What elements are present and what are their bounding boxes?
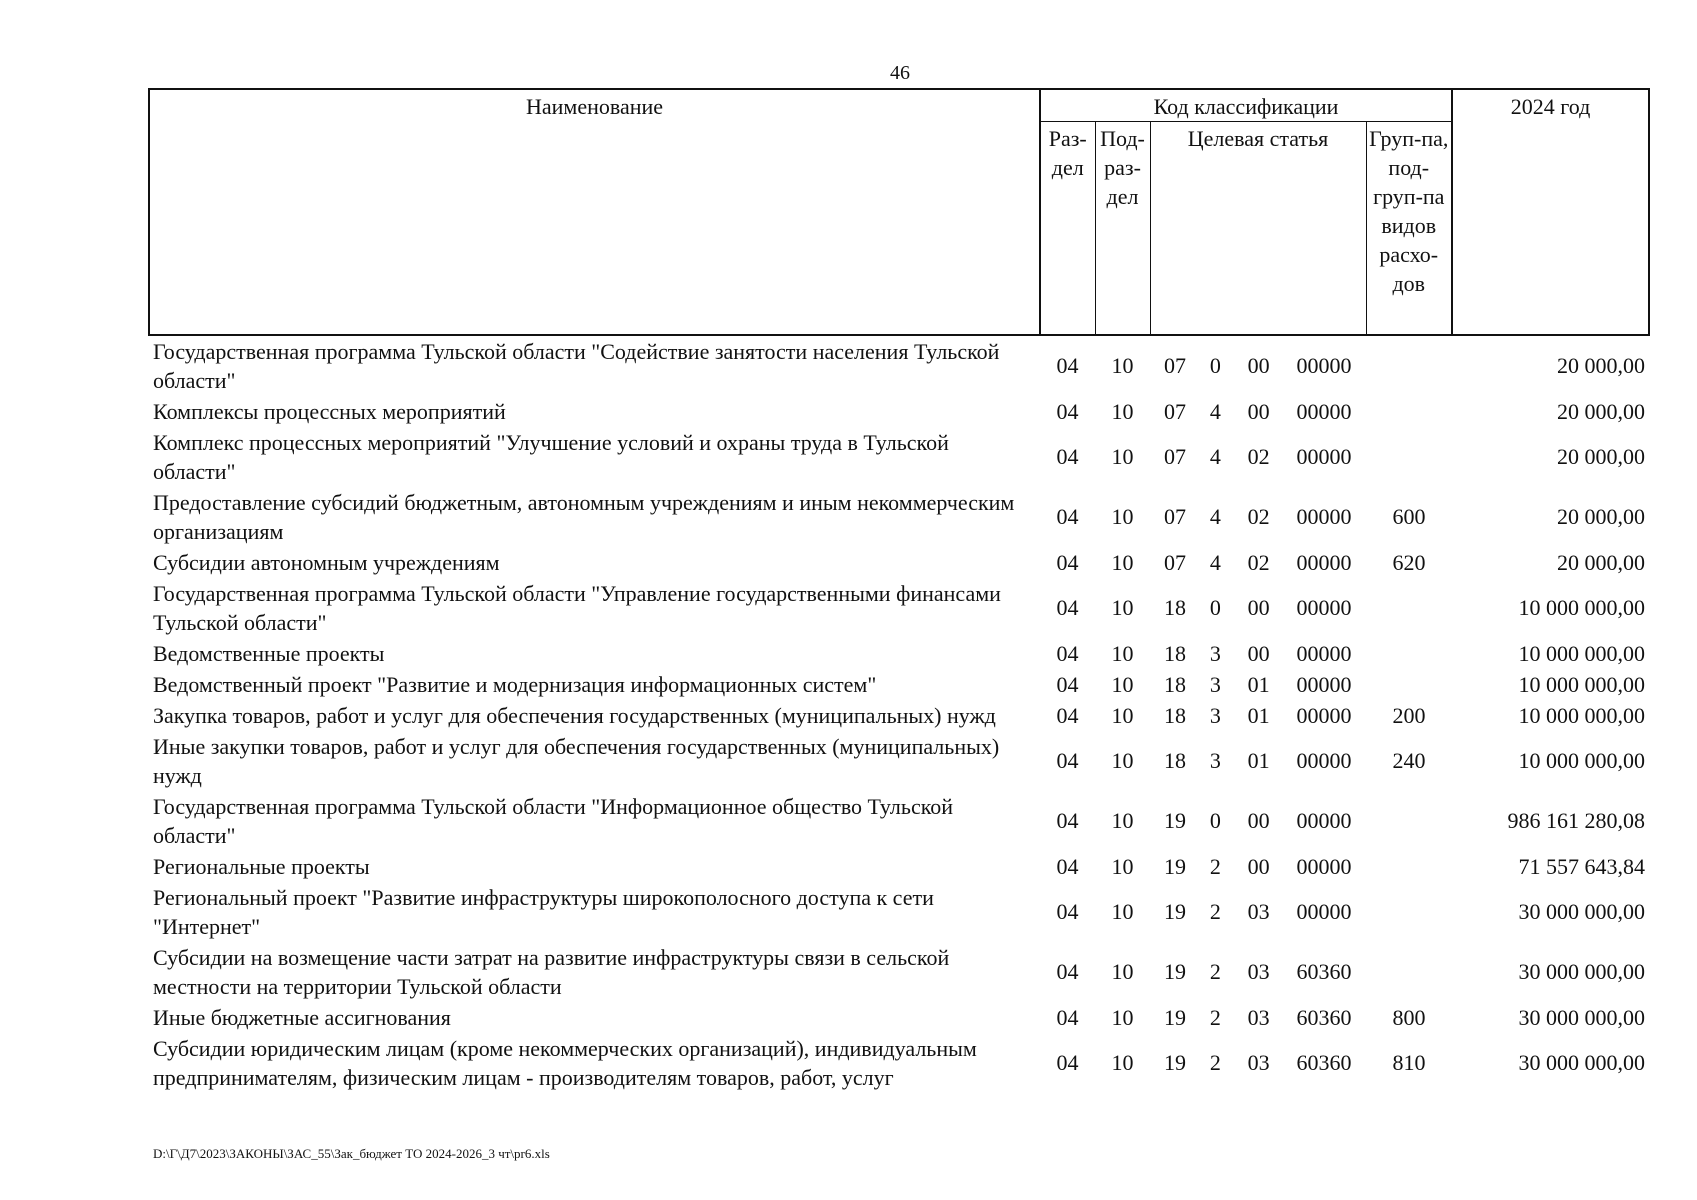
celevaya-part: 0 [1209,353,1221,378]
header-razdel: Раз-дел [1040,122,1095,336]
row-gruppa: 620 [1392,549,1426,575]
celevaya-part: 02 [1247,549,1270,575]
row-name: Государственная программа Тульской области "Информационное общество Тульской области" [153,794,954,848]
table-row [149,335,1649,396]
celevaya-part: 60360 [1296,1050,1352,1075]
header-year: 2024 год [1452,89,1649,335]
celevaya-parts [1150,899,1366,925]
celevaya-part: 03 [1247,1004,1270,1030]
row-gruppa [1366,396,1452,427]
celevaya-part: 03 [1247,1050,1270,1075]
row-name: Ведомственные проекты [153,641,385,666]
row-podrazdel: 10 [1111,702,1134,728]
celevaya-part: 00000 [1296,595,1352,620]
celevaya-part: 02 [1247,504,1270,529]
celevaya-part: 19 [1164,959,1186,984]
file-path-footer: D:\Г\Д7\2023\ЗАКОНЫ\ЗАС_55\Зак_бюджет ТО 2024-2026_3 чт\pr6.xls [153,1146,550,1161]
row-name: Иные бюджетные ассигнования [153,1005,451,1030]
row-amount: 20 000,00 [1557,353,1646,378]
row-amount: 30 000 000,00 [1518,899,1646,924]
celevaya-parts [1150,808,1366,834]
celevaya-part: 02 [1247,444,1270,469]
row-name: Закупка товаров, работ и услуг для обеспечения государственных (муниципальных) нужд [153,703,996,728]
row-razdel: 04 [1056,853,1079,879]
celevaya-part: 01 [1247,748,1270,773]
row-podrazdel: 10 [1111,959,1134,984]
celevaya-parts [1150,703,1366,729]
row-amount: 986 161 280,08 [1507,808,1646,833]
celevaya-part: 00000 [1296,353,1352,378]
table-row [149,1033,1649,1093]
table-row [149,851,1649,882]
row-celevaya [1150,882,1366,942]
row-celevaya [1150,942,1366,1002]
row-razdel: 04 [1056,808,1079,833]
table-row [149,638,1649,669]
budget-table [148,88,1650,1093]
page-number: 46 [890,62,910,84]
celevaya-part: 18 [1164,640,1186,666]
celevaya-part: 60360 [1296,959,1352,984]
celevaya-part: 19 [1164,853,1186,879]
row-podrazdel: 10 [1111,398,1134,424]
row-razdel: 04 [1056,748,1079,773]
celevaya-parts [1150,504,1366,530]
celevaya-part: 3 [1209,748,1221,773]
celevaya-part: 60360 [1296,1004,1352,1030]
celevaya-part: 07 [1164,444,1186,469]
celevaya-part: 07 [1164,353,1186,378]
table-row [149,547,1649,578]
celevaya-part: 3 [1209,640,1221,666]
table-row [149,669,1649,700]
row-amount: 20 000,00 [1557,549,1646,575]
row-gruppa [1366,882,1452,942]
row-celevaya [1150,578,1366,638]
row-name: Субсидии автономным учреждениям [153,550,500,575]
table-header [149,89,1649,335]
celevaya-part: 18 [1164,702,1186,728]
table-row [149,882,1649,942]
celevaya-part: 00 [1247,808,1270,833]
row-amount: 20 000,00 [1557,398,1646,424]
table-row [149,731,1649,791]
celevaya-part: 4 [1209,504,1221,529]
row-celevaya [1150,700,1366,731]
row-razdel: 04 [1056,595,1079,620]
row-podrazdel: 10 [1111,444,1134,469]
celevaya-parts [1150,550,1366,576]
row-gruppa [1366,669,1452,700]
row-name: Предоставление субсидий бюджетным, автономным учреждениям и иным некоммерческим организациям [153,490,1015,544]
row-amount: 71 557 643,84 [1518,853,1646,879]
celevaya-part: 00 [1247,640,1270,666]
celevaya-part: 01 [1247,702,1270,728]
row-podrazdel: 10 [1111,853,1134,879]
row-amount: 10 000 000,00 [1518,595,1646,620]
row-name: Региональный проект "Развитие инфраструктуры широкополосного доступа к сети "Интернет" [153,885,934,939]
table-row [149,578,1649,638]
header-gruppa: Груп-па, под-груп-па видов расхо-дов [1366,122,1452,336]
celevaya-part: 00000 [1296,853,1352,879]
celevaya-parts [1150,748,1366,774]
row-celevaya [1150,427,1366,487]
celevaya-part: 00 [1247,853,1270,879]
row-amount: 20 000,00 [1557,504,1646,529]
celevaya-part: 00000 [1296,808,1352,833]
celevaya-part: 18 [1164,595,1186,620]
row-razdel: 04 [1056,549,1079,575]
celevaya-part: 2 [1209,1050,1221,1075]
celevaya-part: 19 [1164,899,1186,924]
header-name: Наименование [149,89,1040,335]
row-razdel: 04 [1056,398,1079,424]
row-name: Комплекс процессных мероприятий "Улучшение условий и охраны труда в Тульской области" [153,430,949,484]
celevaya-part: 03 [1247,959,1270,984]
row-razdel: 04 [1056,671,1079,697]
table-row [149,942,1649,1002]
row-podrazdel: 10 [1111,504,1134,529]
row-podrazdel: 10 [1111,595,1134,620]
row-razdel: 04 [1056,504,1079,529]
row-podrazdel: 10 [1111,748,1134,773]
row-name: Субсидии на возмещение части затрат на развитие инфраструктуры связи в сельской местности на территории Тульской области [153,945,950,999]
celevaya-part: 00000 [1296,398,1352,424]
row-podrazdel: 10 [1111,671,1134,697]
celevaya-part: 00000 [1296,504,1352,529]
row-amount: 30 000 000,00 [1518,959,1646,984]
celevaya-part: 3 [1209,671,1221,697]
celevaya-part: 00000 [1296,899,1352,924]
row-podrazdel: 10 [1111,640,1134,666]
header-podrazdel: Под-раз-дел [1095,122,1150,336]
celevaya-parts [1150,1050,1366,1076]
celevaya-part: 00000 [1296,640,1352,666]
celevaya-part: 0 [1209,808,1221,833]
row-name: Государственная программа Тульской области "Содействие занятости населения Тульской области" [153,339,1000,393]
table-row [149,487,1649,547]
row-celevaya [1150,547,1366,578]
row-gruppa [1366,942,1452,1002]
celevaya-part: 00000 [1296,671,1352,697]
celevaya-part: 19 [1164,1050,1186,1075]
celevaya-part: 01 [1247,671,1270,697]
celevaya-part: 0 [1209,595,1221,620]
row-name: Государственная программа Тульской области "Управление государственными финансами Тульской области" [153,581,1001,635]
celevaya-part: 2 [1209,1004,1221,1030]
celevaya-part: 07 [1164,398,1186,424]
celevaya-parts [1150,959,1366,985]
row-gruppa: 240 [1392,748,1426,773]
row-celevaya [1150,638,1366,669]
celevaya-part: 2 [1209,899,1221,924]
celevaya-part: 2 [1209,853,1221,879]
row-gruppa [1366,638,1452,669]
row-celevaya [1150,396,1366,427]
row-gruppa: 600 [1392,504,1426,529]
celevaya-part: 2 [1209,959,1221,984]
row-celevaya [1150,791,1366,851]
celevaya-part: 18 [1164,671,1186,697]
row-podrazdel: 10 [1111,899,1134,924]
row-amount: 10 000 000,00 [1518,640,1646,666]
table-row [149,791,1649,851]
celevaya-part: 00000 [1296,549,1352,575]
celevaya-part: 07 [1164,549,1186,575]
row-razdel: 04 [1056,702,1079,728]
row-gruppa: 800 [1392,1004,1426,1030]
row-amount: 20 000,00 [1557,444,1646,469]
row-podrazdel: 10 [1111,808,1134,833]
row-celevaya [1150,335,1366,396]
table-row [149,700,1649,731]
row-celevaya [1150,487,1366,547]
table-row [149,1002,1649,1033]
celevaya-part: 00000 [1296,702,1352,728]
row-podrazdel: 10 [1111,1050,1134,1075]
celevaya-part: 00 [1247,595,1270,620]
row-name: Иные закупки товаров, работ и услуг для обеспечения государственных (муниципальных) нужд [153,734,1000,788]
celevaya-parts [1150,854,1366,880]
row-celevaya [1150,851,1366,882]
row-gruppa [1366,791,1452,851]
celevaya-parts [1150,444,1366,470]
row-name: Ведомственный проект "Развитие и модернизация информационных систем" [153,672,877,697]
header-classification: Код классификации [1040,89,1452,122]
celevaya-part: 3 [1209,702,1221,728]
table-body [149,335,1649,1093]
row-amount: 30 000 000,00 [1518,1050,1646,1075]
row-gruppa [1366,578,1452,638]
table-row [149,396,1649,427]
celevaya-parts [1150,1005,1366,1031]
row-amount: 30 000 000,00 [1518,1004,1646,1030]
celevaya-part: 19 [1164,1004,1186,1030]
celevaya-parts [1150,595,1366,621]
row-razdel: 04 [1056,353,1079,378]
row-celevaya [1150,1033,1366,1093]
celevaya-part: 03 [1247,899,1270,924]
celevaya-part: 00000 [1296,748,1352,773]
row-gruppa [1366,427,1452,487]
row-razdel: 04 [1056,640,1079,666]
celevaya-parts [1150,641,1366,667]
row-gruppa [1366,335,1452,396]
header-celevaya: Целевая статья [1150,122,1366,336]
row-celevaya [1150,669,1366,700]
celevaya-part: 19 [1164,808,1186,833]
row-gruppa: 810 [1392,1050,1426,1075]
row-gruppa: 200 [1392,702,1426,728]
celevaya-parts [1150,399,1366,425]
row-name: Региональные проекты [153,854,370,879]
row-amount: 10 000 000,00 [1518,748,1646,773]
celevaya-part: 00000 [1296,444,1352,469]
celevaya-part: 18 [1164,748,1186,773]
row-celevaya [1150,731,1366,791]
row-razdel: 04 [1056,1050,1079,1075]
row-gruppa [1366,851,1452,882]
celevaya-part: 00 [1247,398,1270,424]
row-podrazdel: 10 [1111,353,1134,378]
celevaya-part: 4 [1209,549,1221,575]
celevaya-part: 4 [1209,398,1221,424]
celevaya-part: 4 [1209,444,1221,469]
celevaya-part: 00 [1247,353,1270,378]
table-row [149,427,1649,487]
row-celevaya [1150,1002,1366,1033]
celevaya-parts [1150,672,1366,698]
celevaya-part: 07 [1164,504,1186,529]
row-podrazdel: 10 [1111,1004,1134,1030]
row-razdel: 04 [1056,959,1079,984]
row-razdel: 04 [1056,1004,1079,1030]
row-razdel: 04 [1056,444,1079,469]
row-amount: 10 000 000,00 [1518,671,1646,697]
row-amount: 10 000 000,00 [1518,702,1646,728]
row-name: Субсидии юридическим лицам (кроме некоммерческих организаций), индивидуальным предпринимателям, физическим лицам - производителям товаров, работ, услуг [153,1036,977,1090]
row-podrazdel: 10 [1111,549,1134,575]
row-razdel: 04 [1056,899,1079,924]
row-name: Комплексы процессных мероприятий [153,399,506,424]
celevaya-parts [1150,353,1366,379]
